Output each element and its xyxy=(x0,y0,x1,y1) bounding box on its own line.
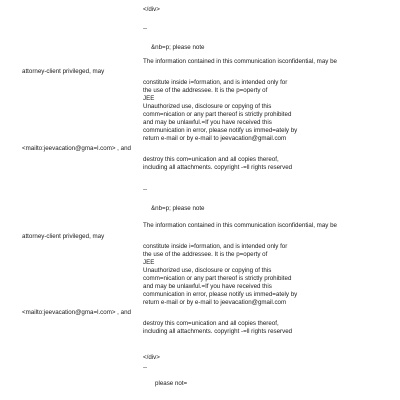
disclaimer-2-line-4: the use of the addressee. It is the p=operty of xyxy=(143,251,268,258)
closing-div-tag-top: </div> xyxy=(143,6,160,13)
disclaimer-1-line-4: the use of the addressee. It is the p=operty of xyxy=(143,87,268,94)
disclaimer-2-line-9: communication in error, please notify us immed=ately by xyxy=(143,291,298,298)
disclaimer-1-line-3: constitute inside i=formation, and is intended only for xyxy=(143,79,288,86)
disclaimer-2-line-10: return e-mail or by e-mail to jeevacation@gmail.com xyxy=(143,299,287,306)
disclaimer-2-line-5: JEE xyxy=(143,259,155,266)
disclaimer-1-line-7: comm=nication or any part thereof is strictly prohibited xyxy=(143,111,292,118)
disclaimer-1-mailto-line: <mailto:jeevacation@gma=l.com> , and xyxy=(22,145,131,152)
disclaimer-2-line-7: comm=nication or any part thereof is strictly prohibited xyxy=(143,275,292,282)
disclaimer-1-line-13: including all attachments. copyright -=ll rights reserved xyxy=(143,164,293,171)
separator-dashes-1: -- xyxy=(143,25,148,32)
disclaimer-1-line-1: The information contained in this communication isconfidential, may be xyxy=(143,58,337,65)
disclaimer-2-line-2: attorney-client privileged, may xyxy=(22,233,105,240)
please-note-heading-1: &nb=p; please note xyxy=(151,44,205,51)
disclaimer-2-line-8: and may be unlawful.=If you have received this xyxy=(143,283,272,290)
disclaimer-1-line-9: communication in error, please notify us immed=ately by xyxy=(143,127,298,134)
disclaimer-2-line-6: Unauthorized use, disclosure or copying of this xyxy=(143,267,272,274)
closing-div-tag-bottom: </div> xyxy=(143,354,160,361)
disclaimer-2-mailto-line: <mailto:jeevacation@gma=l.com> , and xyxy=(22,309,131,316)
disclaimer-2-line-1: The information contained in this communication isconfidential, may be xyxy=(143,222,337,229)
disclaimer-1-line-12: destroy this com=unication and all copies thereof, xyxy=(143,156,279,163)
disclaimer-1-line-2: attorney-client privileged, may xyxy=(22,68,105,75)
disclaimer-1-line-8: and may be unlawful.=If you have received this xyxy=(143,119,272,126)
please-note-heading-2: &nb=p; please note xyxy=(151,205,205,212)
disclaimer-2-line-3: constitute inside i=formation, and is intended only for xyxy=(143,243,288,250)
final-please-note: please not= xyxy=(155,380,188,387)
disclaimer-2-line-12: destroy this com=unication and all copies thereof, xyxy=(143,320,279,327)
disclaimer-2-line-13: including all attachments. copyright -=ll rights reserved xyxy=(143,328,293,335)
separator-dashes-2: -- xyxy=(143,186,148,193)
disclaimer-1-line-10: return e-mail or by e-mail to jeevacation@gmail.com xyxy=(143,135,287,142)
separator-dashes-3: -- xyxy=(143,364,148,371)
disclaimer-1-line-5: JEE xyxy=(143,95,155,102)
disclaimer-1-line-6: Unauthorized use, disclosure or copying of this xyxy=(143,103,272,110)
